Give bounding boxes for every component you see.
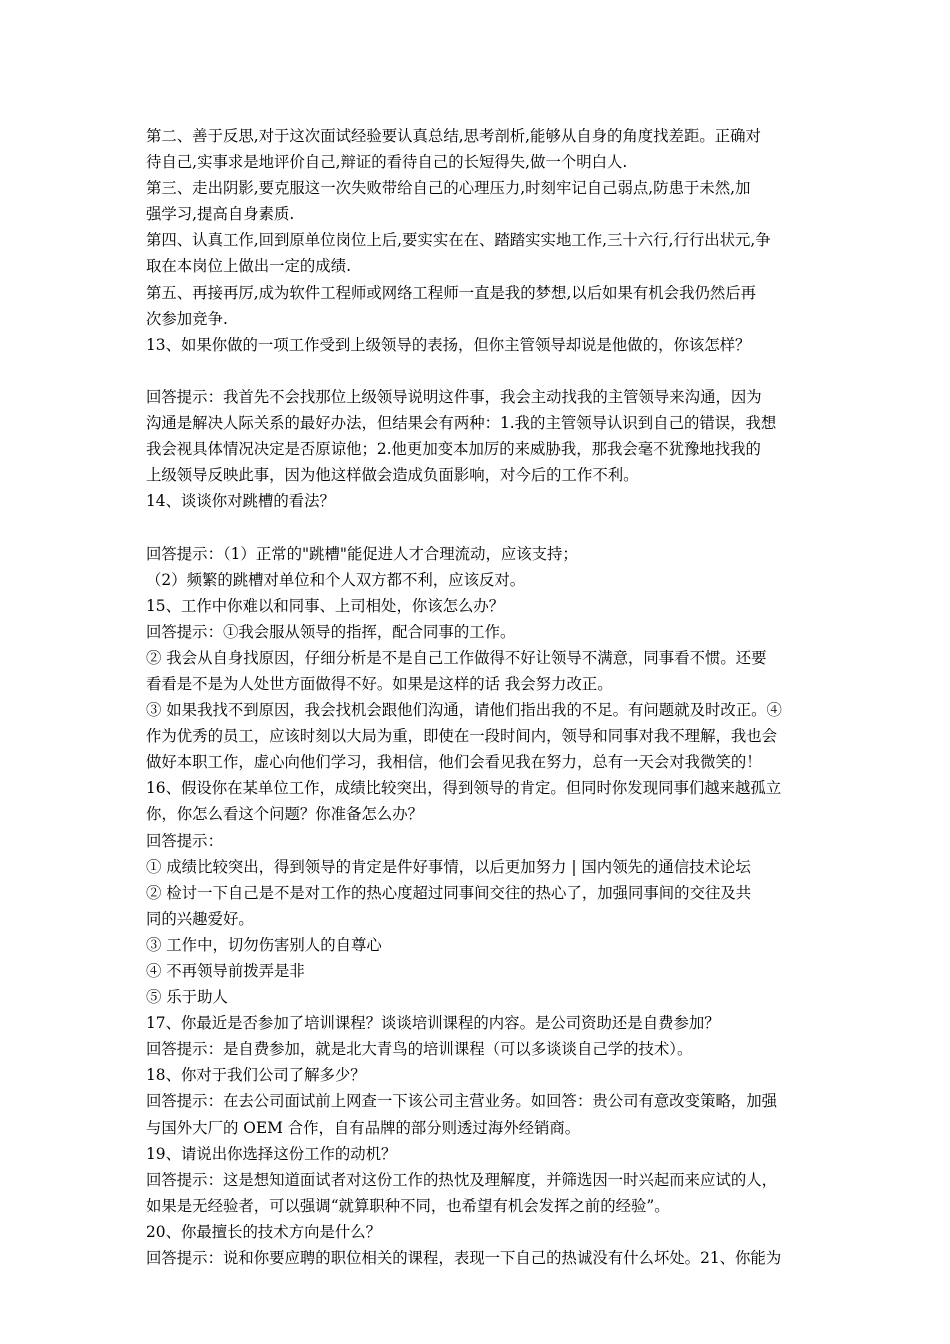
- question-19: 19、请说出你选择这份工作的动机？: [146, 1144, 397, 1163]
- text-line: 我会视具体情况决定是否原谅他；2.他更加变本加厉的来威胁我，那我会毫不犹豫地找我的: [146, 440, 761, 459]
- text-line: ③ 工作中，切勿伤害别人的自尊心: [146, 935, 382, 954]
- text-line: 看看是不是为人处世方面做得不好。如果是这样的话 我会努力改正。: [146, 674, 613, 693]
- text-line: 取在本岗位上做出一定的成绩.: [146, 257, 351, 276]
- text-line: 作为优秀的员工，应该时刻以大局为重，即使在一段时间内，领导和同事对我不理解，我也会: [146, 727, 778, 746]
- blank-line: [146, 358, 814, 384]
- question-13: 13、如果你做的一项工作受到上级领导的表扬，但你主管领导却说是他做的，你该怎样？: [146, 335, 751, 354]
- text-line: 回答提示：这是想知道面试者对这份工作的热忱及理解度，并筛选因一时兴起而来应试的人，: [146, 1170, 778, 1189]
- text-line: 你，你怎么看这个问题？你准备怎么办？: [146, 805, 424, 824]
- blank-line: [146, 514, 814, 540]
- text-line: （2）频繁的跳槽对单位和个人双方都不利，应该反对。: [146, 570, 526, 589]
- question-17: 17、你最近是否参加了培训课程？谈谈培训课程的内容。是公司资助还是自费参加？: [146, 1014, 720, 1033]
- text-line: ② 检讨一下自己是不是对工作的热心度超过同事间交往的热心了，加强同事间的交往及共: [146, 883, 752, 902]
- text-line: 回答提示：是自费参加，就是北大青鸟的培训课程（可以多谈谈自己学的技术）。: [146, 1040, 693, 1059]
- text-line: 回答提示：在去公司面试前上网查一下该公司主营业务。如回答：贵公司有意改变策略，加强: [146, 1092, 778, 1111]
- text-line: ④ 不再领导前拨弄是非: [146, 962, 305, 980]
- text-line: 与国外大厂的 OEM 合作，自有品牌的部分则透过海外经销商。: [146, 1118, 581, 1137]
- document-body: [146, 123, 814, 1271]
- text-line: ① 成绩比较突出，得到领导的肯定是件好事情，以后更加努力 | 国内领先的通信技术论坛: [146, 857, 751, 876]
- text-line: ③ 如果我找不到原因，我会找机会跟他们沟通，请他们指出我的不足。有问题就及时改正。④: [146, 701, 782, 720]
- question-14: 14、谈谈你对跳槽的看法？: [146, 492, 335, 511]
- text-line: 回答提示：①我会服从领导的指挥，配合同事的工作。: [146, 622, 516, 641]
- question-20: 20、你最擅长的技术方向是什么？: [146, 1222, 382, 1241]
- text-line: 回答提示：说和你要应聘的职位相关的课程，表现一下自己的热诚没有什么坏处。21、你能为: [146, 1249, 782, 1268]
- text-line: 次参加竞争.: [146, 309, 228, 328]
- text-line: 上级领导反映此事，因为他这样做会造成负面影响，对今后的工作不利。: [146, 466, 639, 485]
- question-18: 18、你对于我们公司了解多少？: [146, 1066, 366, 1085]
- text-line: 做好本职工作，虚心向他们学习，我相信，他们会看见我在努力，总有一天会对我微笑的！: [146, 753, 762, 772]
- text-line: 第二、善于反思,对于这次面试经验要认真总结,思考剖析,能够从自身的角度找差距。正确对: [146, 127, 761, 145]
- text-line: 回答提示：（1）正常的"跳槽"能促进人才合理流动，应该支持；: [146, 544, 578, 563]
- text-line: 回答提示：: [146, 831, 223, 850]
- text-line: ② 我会从自身找原因，仔细分析是不是自己工作做得不好让领导不满意，同事看不惯。还要: [146, 648, 767, 667]
- text-line: 第四、认真工作,回到原单位岗位上后,要实实在在、踏踏实实地工作,三十六行,行行出状元,争: [146, 231, 771, 250]
- question-15: 15、工作中你难以和同事、上司相处，你该怎么办？: [146, 596, 505, 615]
- text-line: 如果是无经验者，可以强调“就算职种不同，也希望有机会发挥之前的经验”。: [146, 1196, 670, 1215]
- text-line: 沟通是解决人际关系的最好办法，但结果会有两种：1.我的主管领导认识到自己的错误，我想: [146, 414, 777, 433]
- question-16: 16、假设你在某单位工作，成绩比较突出，得到领导的肯定。但同时你发现同事们越来越孤立: [146, 779, 782, 798]
- text-line: ⑤ 乐于助人: [146, 988, 228, 1007]
- text-line: 第五、再接再厉,成为软件工程师或网络工程师一直是我的梦想,以后如果有机会我仍然后再: [146, 283, 757, 302]
- text-line: 待自己,实事求是地评价自己,辩证的看待自己的长短得失,做一个明白人.: [146, 153, 628, 172]
- text-line: 强学习,提高自身素质.: [146, 205, 295, 224]
- text-line: 第三、走出阴影,要克服这一次失败带给自己的心理压力,时刻牢记自己弱点,防患于未然,加: [146, 179, 751, 198]
- text-line: 回答提示：我首先不会找那位上级领导说明这件事，我会主动找我的主管领导来沟通，因为: [146, 387, 762, 406]
- text-line: 同的兴趣爱好。: [146, 909, 254, 928]
